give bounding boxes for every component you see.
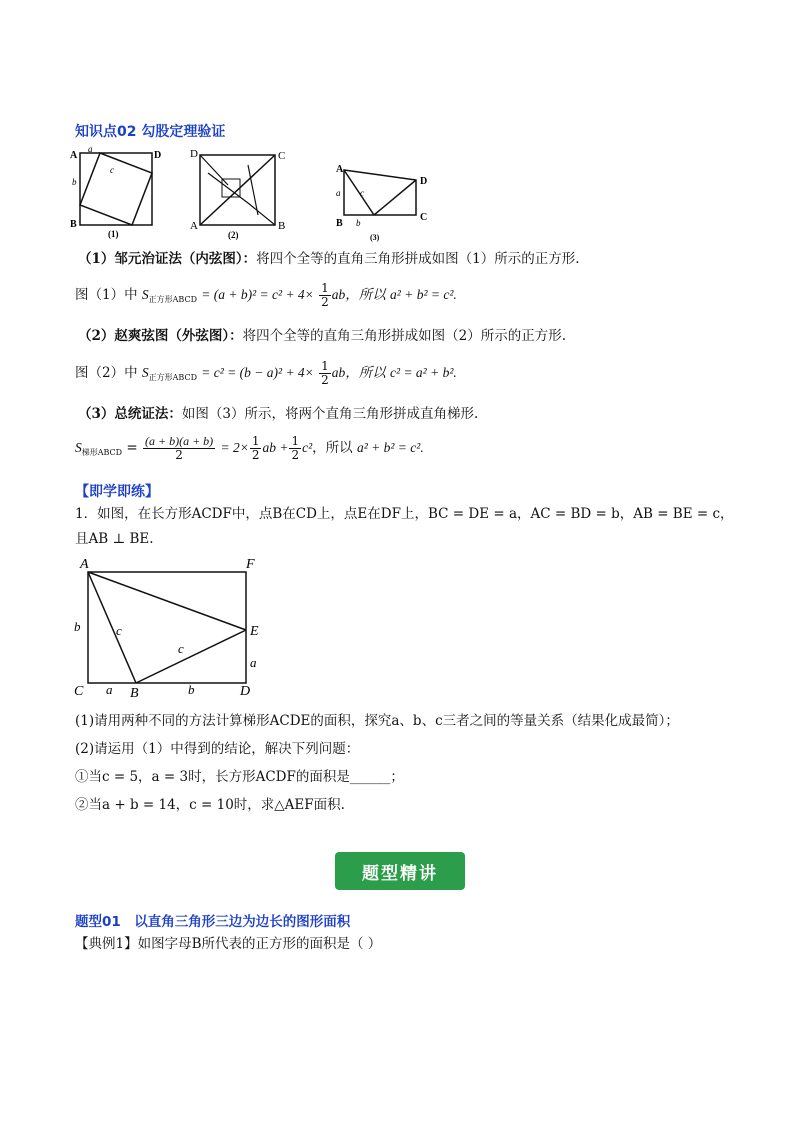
area-subscript: 正方形ABCD (148, 295, 197, 304)
rectangle-acdf-figure (70, 555, 270, 700)
rect-label-F: F (246, 557, 255, 572)
formula-tail: ab，所以 (331, 287, 386, 302)
method-3-title: （3）总统证法： (78, 406, 182, 422)
section-badge: 题型精讲 (335, 852, 465, 890)
rect-label-D: D (240, 684, 251, 699)
practice-header: 【即学即练】 (75, 484, 159, 500)
method-3-desc: 如图（3）所示，将两个直角三角形拼成直角梯形. (181, 406, 479, 422)
formula-mid: = (a + b)² = c² + 4× (201, 287, 314, 302)
question-2b: ②当a + b = 14，c = 10时，求△AEF面积. (75, 797, 345, 813)
method-2-title: （2）赵爽弦图（外弦图）： (78, 328, 243, 344)
formula-tail: ab，所以 (331, 365, 386, 380)
fraction-half: $\frac{1}{2}$ (321, 359, 329, 387)
rect-label-c-be: c (178, 641, 184, 656)
method-2-formula: 图（2）中 $S_{正方形ABCD} = c^2 = (b - a)^2 + 4\times$ $\frac{1}{2}$ ab，所以 c² = a² + b². (75, 359, 457, 387)
method-1 (78, 250, 580, 268)
area-subscript: 正方形ABCD (148, 373, 197, 382)
fraction-trapezoid: $\frac{(a + b)(a + b)}{2}$ (145, 434, 214, 462)
formula-mid: = c² = (b − a)² + 4× (201, 365, 314, 380)
fig1-label-c: c (110, 165, 114, 175)
fig3-label-b: b (356, 218, 361, 228)
rect-label-b-bottom: b (188, 682, 195, 697)
fig3-label-c: c (360, 188, 364, 198)
method-2 (78, 327, 566, 345)
fraction-half: $\frac{1}{2}$ (321, 281, 329, 309)
rect-label-C: C (74, 684, 84, 699)
fig1-label-D: D (154, 150, 162, 161)
area-subscript: 梯形ABCD (81, 448, 123, 457)
fig3-label-B: B (336, 218, 343, 229)
fig3-label-A: A (336, 164, 344, 175)
rect-label-B: B (130, 686, 139, 700)
conclusion: c² = a² + b². (390, 365, 457, 380)
problem-1-line-2: 且AB ⊥ BE. (75, 531, 154, 547)
method-1-desc: 将四个全等的直角三角形拼成如图（1）所示的正方形. (256, 251, 580, 267)
question-2a: ①当c = 5，a = 3时，长方形ACDF的面积是______； (75, 769, 404, 785)
fig3-label-C: C (420, 212, 428, 223)
fig3-caption: (3) (370, 233, 380, 242)
problem-1-line-1: 1．如图，在长方形ACDF中，点B在CD上，点E在DF上，BC = DE = a，AC = BD = b，AB = BE = c， (75, 506, 734, 522)
fig2-label-B: B (278, 220, 286, 232)
formula-prefix: 图（2）中 (75, 365, 138, 381)
fig1-label-b: b (72, 177, 77, 187)
rect-label-a-right: a (250, 655, 257, 670)
fig3-label-D: D (420, 176, 428, 187)
fig2-caption: (2) (228, 230, 239, 240)
fig1-caption: (1) (108, 229, 119, 239)
formula-tail: ，所以 (312, 440, 353, 456)
method-1-formula: 图（1）中 $S_{正方形ABCD} = (a + b)^2 = c^2 + 4\times$ $\frac{1}{2}$ ab，所以 a² + b² = c². (75, 281, 457, 309)
section-title: 知识点02 勾股定理验证 (75, 124, 226, 140)
example-1: 【典例1】如图字母B所代表的正方形的面积是（ ） (75, 936, 382, 952)
fig2-label-D: D (190, 148, 198, 160)
question-1: (1)请用两种不同的方法计算梯形ACDE的面积，探究a、b、c三者之间的等量关系（结果化成最简）； (75, 713, 679, 729)
method-3 (78, 405, 478, 423)
fig3-label-a: a (336, 188, 341, 198)
rect-label-E: E (250, 624, 259, 639)
fig2-label-A: A (190, 220, 198, 232)
rect-label-A: A (80, 557, 89, 572)
rect-label-a-bottom: a (106, 682, 113, 697)
method-3-formula: $S_{梯形ABCD}$ = $\frac{(a + b)(a + b)}{2}$ = 2× $\frac{1}{2}$ ab + $\frac{1}{2}$ c²，所以 a² + b² = c². (75, 434, 424, 462)
figure-3-trapezoid (330, 160, 440, 242)
method-1-title: （1）邹元治证法（内弦图）： (78, 251, 257, 267)
figure-1-inner-square (70, 145, 170, 240)
method-2-desc: 将四个全等的直角三角形拼成如图（2）所示的正方形. (242, 328, 567, 344)
formula-prefix: 图（1）中 (75, 287, 138, 303)
type-01-title: 题型01 以直角三角形三边为边长的图形面积 (75, 914, 351, 930)
conclusion: a² + b² = c². (356, 440, 424, 455)
figure-2-outer-square (188, 145, 288, 240)
rect-label-b-left: b (74, 619, 81, 634)
conclusion: a² + b² = c². (390, 287, 457, 302)
rect-label-c-ab: c (116, 623, 122, 638)
question-2: (2)请运用（1）中得到的结论，解决下列问题： (75, 741, 360, 757)
fig1-label-A: A (70, 150, 78, 161)
fig1-label-a: a (88, 145, 93, 154)
fig1-label-B: B (70, 219, 77, 230)
fig2-label-C: C (278, 150, 286, 162)
